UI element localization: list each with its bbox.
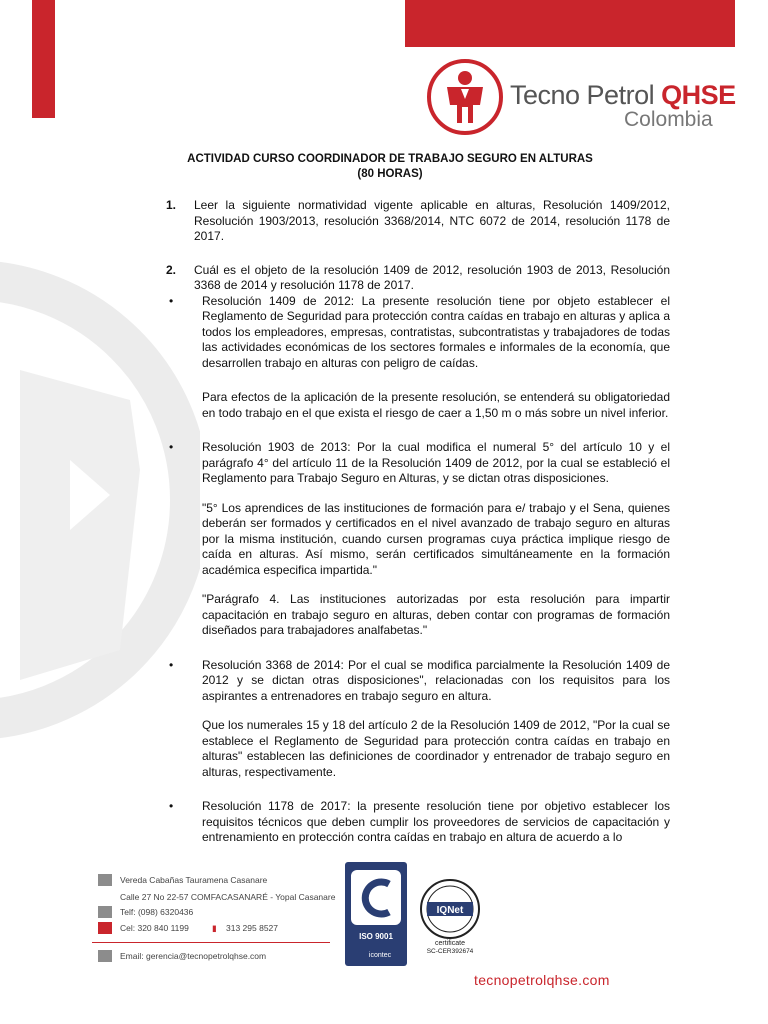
divider: [92, 942, 330, 943]
iqnet-label: IQNet: [436, 905, 464, 916]
bullet-item: [169, 440, 670, 487]
item-number: 1.: [166, 198, 177, 212]
bullet-marker: •: [169, 657, 174, 672]
left-red-bar: [32, 0, 55, 118]
document-body: [166, 198, 670, 846]
phone-icon: [98, 906, 112, 918]
icontec-label: icontec: [368, 952, 392, 959]
location-icon: [98, 874, 112, 886]
iso-label: ISO 9001: [359, 932, 393, 941]
list-item: [166, 263, 670, 294]
email-text: Email: gerencia@tecnopetrolqhse.com: [120, 951, 267, 961]
brand-qhse: QHSE: [661, 80, 736, 110]
bullet-text: Resolución 3368 de 2014: Por el cual se modifica parcialmente la Resolución 1409 de 2012 y se dictan otras disposiciones", relacionadas con los requisitos para los aspirantes a entrenadores en trabajo seguro en altura.: [202, 657, 670, 703]
cell-text-2: 313 295 8527: [226, 923, 278, 933]
bullet-marker: •: [169, 293, 174, 308]
bullet-item: [169, 293, 670, 372]
title-line-1: ACTIVIDAD CURSO COORDINADOR DE TRABAJO SEGURO EN ALTURAS: [187, 153, 593, 165]
paragraph: Que los numerales 15 y 18 del artículo 2 de la Resolución 1409 de 2012, "Por la cual se establece el Reglamento de Seguridad para protección contra caídas en trabajo en alturas" establecen las definiciones de coordinador y entrenador de trabajo seguro en alturas, respectivamente.: [202, 718, 670, 779]
cell-text: Cel: 320 840 1199: [120, 923, 189, 933]
certificate-code: SC-CER392674: [426, 948, 474, 955]
bullet-text: Resolución 1178 de 2017: la presente resolución tiene por objetivo establecer los requisitos técnicos que deben cumplir los proveedores de servicios de capacitación y entrenamiento en protección contra caídas en trabajo en altura de acuerdo a lo: [202, 799, 670, 844]
brand-name: [510, 80, 750, 132]
paragraph: Para efectos de la aplicación de la presente resolución, se entenderá su obligatoriedad en todo trabajo en el que exista el riesgo de caer a 1,50 m o más sobre un nivel inferior.: [202, 390, 670, 420]
certificate-label: certificate: [435, 940, 465, 947]
item-text: Leer la siguiente normatividad vigente aplicable en alturas, Resolución 1409/2012, Resolución 1903/2013, resolución 3368/2014, NTC 6072 de 2014, resolución 1178 de 2017.: [194, 198, 670, 243]
contact-card: [92, 862, 336, 970]
website-link[interactable]: tecnopetrolqhse.com: [474, 972, 610, 988]
document-title: [150, 152, 630, 182]
icontec-logo-icon: [345, 862, 407, 966]
bullet-text: Resolución 1409 de 2012: La presente resolución tiene por objeto establecer el Reglamento de Seguridad para protección contra caídas en trabajo en alturas y aplica a todos los empleadores, empresas, contratistas, subcontratistas y trabajadores de todas las actividades económicas de los sectores formales e informales de la economía, que desarrollen trabajo en alturas con peligro de caídas.: [202, 293, 670, 370]
bullet-item: [169, 799, 670, 846]
brand-name-text: Tecno Petrol: [510, 80, 662, 110]
bullet-marker: •: [169, 440, 174, 454]
bullet-text: Resolución 1903 de 2013: Por la cual modifica el numeral 5° del artículo 10 y el parágrafo 4° del artículo 11 de la Resolución 1409 de 2012, por la cual se estableció el Reglamento para Trabajo Seguro en Alturas, y se dictan otras disposiciones.: [202, 440, 670, 485]
item-number: 2.: [166, 262, 177, 277]
email-icon: [98, 950, 112, 962]
phone-text: Telf: (098) 6320436: [120, 907, 194, 917]
list-item: [166, 198, 670, 245]
title-line-2: (80 HORAS): [357, 168, 423, 180]
company-logo-icon: [425, 57, 505, 137]
paragraph: "Parágrafo 4. Las instituciones autorizadas por esta resolución para impartir capacitación en trabajo seguro en alturas, deben contar con programas de formación diseñados para trabajadores analfabetas.": [202, 592, 670, 637]
brand-subtitle: Colombia: [624, 108, 713, 131]
address-2: Calle 27 No 22-57 COMFACASANARÉ - Yopal Casanare: [120, 892, 336, 902]
bullet-marker: •: [169, 799, 174, 813]
mobile-icon: ▮: [212, 923, 217, 933]
cell-phone-icon: [98, 922, 112, 934]
iqnet-logo-icon: [415, 875, 485, 955]
iqnet-certification-badge: [415, 875, 485, 955]
item-text: Cuál es el objeto de la resolución 1409 de 2012, resolución 1903 de 2013, Resolución 3368 de 2014 y resolución 1178 de 2017.: [194, 262, 670, 292]
bullet-item: [169, 657, 670, 705]
top-red-bar: [405, 0, 735, 47]
paragraph: "5° Los aprendices de las instituciones de formación para e/ trabajo y el Sena, quienes deberán ser formados y certificados en el nivel avanzado de trabajo seguro en alturas por la misma institución, cuando cursen programas cuya práctica implique riesgo de caída en alturas. Así mismo, serán certificados simultáneamente en la formación académica especifica impartida.": [202, 500, 670, 577]
address-1: Vereda Cabañas Tauramena Casanare: [120, 875, 268, 885]
iso-certification-badge: [345, 862, 407, 966]
